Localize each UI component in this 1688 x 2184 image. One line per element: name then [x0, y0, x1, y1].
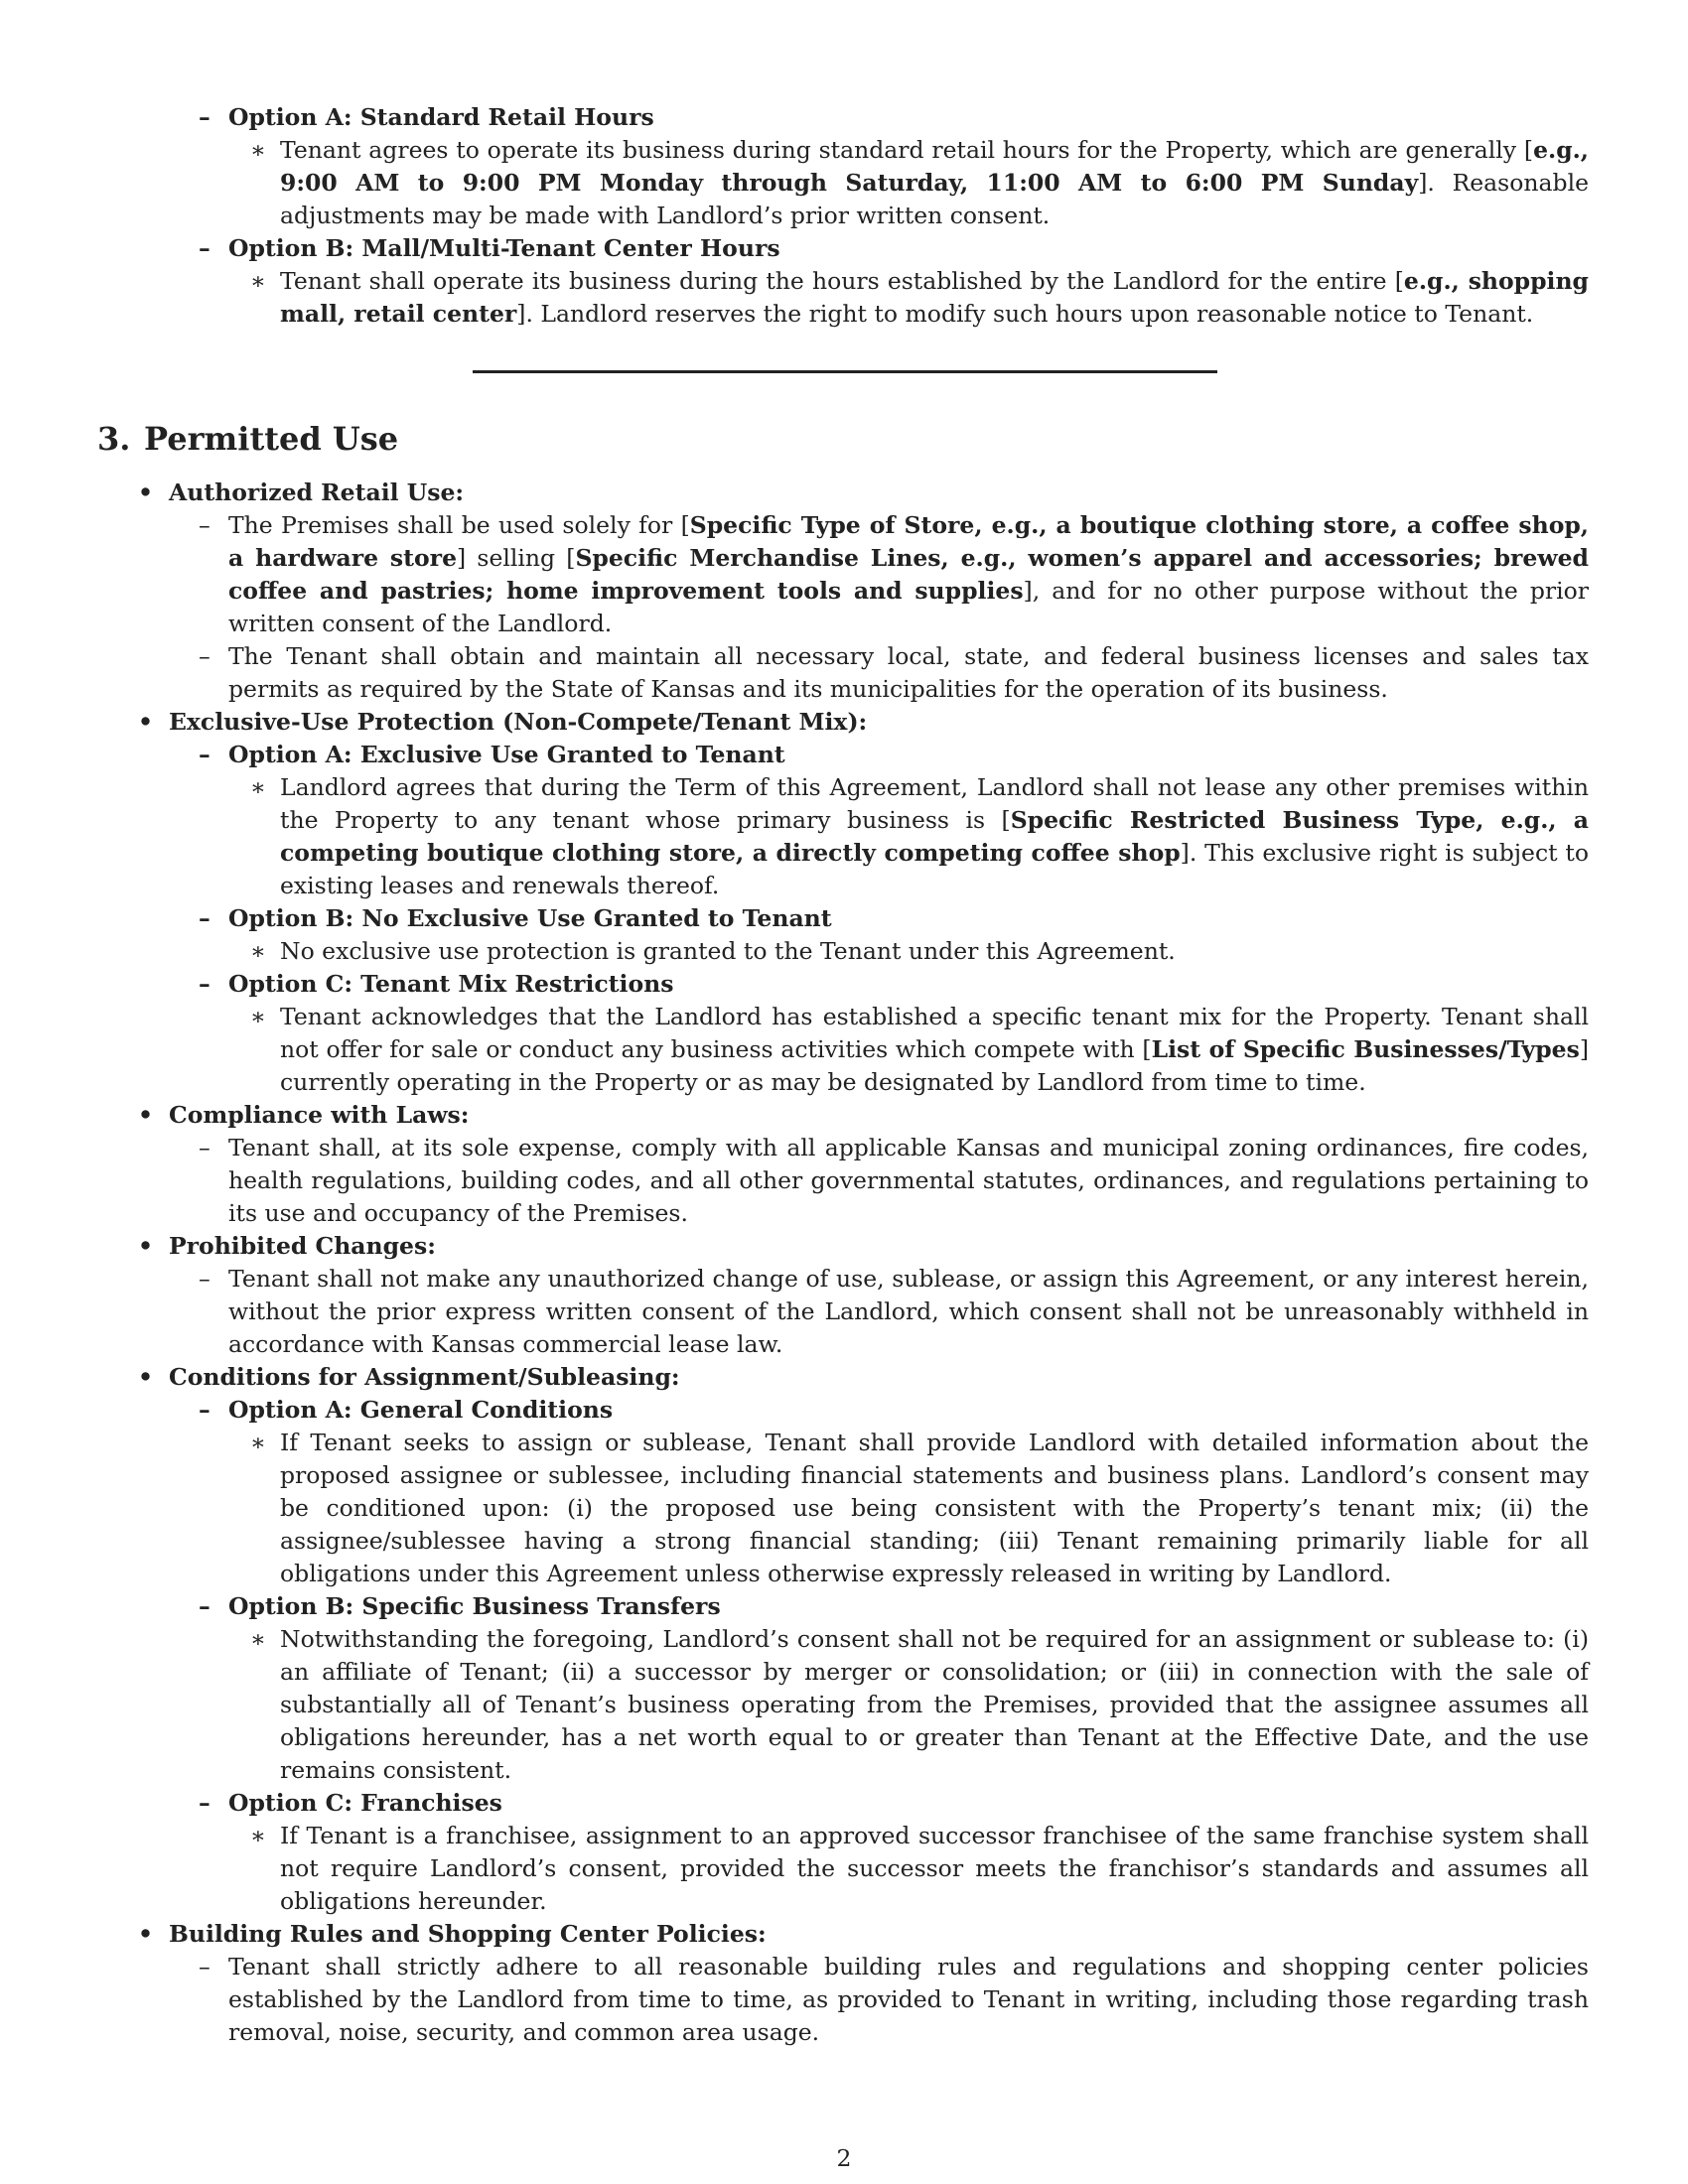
- assignment-option-a-title: – Option A: General Conditions: [228, 1394, 1589, 1427]
- licenses-item: – The Tenant shall obtain and maintain all necessary local, state, and federal business licenses and sales tax permits as required by the State of Kansas and its municipalities for the operation of its business.: [199, 642, 1589, 703]
- dash-marker: –: [199, 1592, 211, 1620]
- assignment-option-a-text: ∗ If Tenant seeks to assign or sublease, Tenant shall provide Landlord with detailed information about the proposed assignee or sublessee, including financial statements and business plans. Landlord’s consent may be conditioned upon: (i) the proposed use being consistent with the Property’s tenant mix; (ii) the assignee/sublessee having a strong financial standing; (iii) Tenant remaining primarily liable for all obligations under this Agreement unless otherwise expressly released in writing by Landlord.: [250, 1429, 1589, 1587]
- exclusive-option-a-text: ∗ Landlord agrees that during the Term of this Agreement, Landlord shall not lease any other premises within the Property to any tenant whose primary business is [Specific Restricted Business Type, e.g., a competing boutique clothing store, a directly competing coffee shop]. This exclusive right is subject to existing leases and renewals thereof.: [250, 773, 1589, 899]
- assignment-option-c-text: ∗ If Tenant is a franchisee, assignment to an approved successor franchisee of the same franchise system shall not require Landlord’s consent, provided the successor meets the franchisor’s standards and assumes all obligations hereunder.: [250, 1822, 1589, 1915]
- exclusive-use-heading: • Exclusive-Use Protection (Non-Compete/Tenant Mix):: [169, 706, 1589, 739]
- bullet-marker: •: [138, 1363, 154, 1391]
- asterisk-marker: ∗: [250, 1625, 266, 1653]
- asterisk-marker: ∗: [250, 1429, 266, 1456]
- dash-marker: –: [199, 1789, 211, 1817]
- dash-marker: –: [199, 904, 211, 932]
- dash-marker: –: [199, 234, 211, 262]
- exclusive-option-c-text: ∗ Tenant acknowledges that the Landlord has established a specific tenant mix for the Property. Tenant shall not offer for sale or conduct any business activities which compete with [List of Specific Businesses/Types] currently operating in the Property or as may be designated by Landlord from time to time.: [250, 1003, 1589, 1096]
- asterisk-marker: ∗: [250, 136, 266, 164]
- exclusive-option-b-title: – Option B: No Exclusive Use Granted to Tenant: [228, 902, 1589, 935]
- building-rules-item: – Tenant shall strictly adhere to all reasonable building rules and regulations and shopping center policies established by the Landlord from time to time, as provided to Tenant in writing, including those regarding trash removal, noise, security, and common area usage.: [199, 1953, 1589, 2046]
- section-title: 3. Permitted Use: [97, 420, 399, 458]
- asterisk-marker: ∗: [250, 1003, 266, 1030]
- assignment-option-b-title: – Option B: Specific Business Transfers: [228, 1590, 1589, 1623]
- assignment-option-b-text: ∗ Notwithstanding the foregoing, Landlord’s consent shall not be required for an assignment or sublease to: (i) an affiliate of Tenant; (ii) a successor by merger or consolidation; or (iii) in connection with the sale of substantially all of Tenant’s business operating from the Premises, provided that the assignee assumes all obligations hereunder, has a net worth equal to or greater than Tenant at the Effective Date, and the use remains consistent.: [250, 1625, 1589, 1784]
- bullet-marker: •: [138, 478, 154, 506]
- dash-marker: –: [199, 511, 211, 539]
- hours-option-b-title: – Option B: Mall/Multi-Tenant Center Hours: [228, 232, 1589, 265]
- bullet-marker: •: [138, 1920, 154, 1948]
- section-divider: [473, 370, 1217, 373]
- bullet-marker: •: [138, 708, 154, 736]
- building-rules-heading: • Building Rules and Shopping Center Policies:: [169, 1918, 1589, 1951]
- authorized-use-item: – The Premises shall be used solely for [Specific Type of Store, e.g., a boutique clothing store, a coffee shop, a hardware store] selling [Specific Merchandise Lines, e.g., women’s apparel and accessories; brewed coffee and pastries; home improvement tools and supplies], and for no other purpose without the prior written consent of the Landlord.: [199, 511, 1589, 637]
- asterisk-marker: ∗: [250, 267, 266, 295]
- asterisk-marker: ∗: [250, 937, 266, 965]
- compliance-item: – Tenant shall, at its sole expense, comply with all applicable Kansas and municipal zoning ordinances, fire codes, health regulations, building codes, and all other governmental statutes, ordinances, and regulations pertaining to its use and occupancy of the Premises.: [199, 1134, 1589, 1227]
- prohibited-heading: • Prohibited Changes:: [169, 1230, 1589, 1263]
- compliance-heading: • Compliance with Laws:: [169, 1099, 1589, 1132]
- assignment-option-c-title: – Option C: Franchises: [228, 1787, 1589, 1820]
- dash-marker: –: [199, 1396, 211, 1424]
- prohibited-item: – Tenant shall not make any unauthorized change of use, sublease, or assign this Agreement, or any interest herein, without the prior express written consent of the Landlord, which consent shall not be unreasonably withheld in accordance with Kansas commercial lease law.: [199, 1265, 1589, 1358]
- hours-option-a-title: – Option A: Standard Retail Hours: [228, 101, 1589, 134]
- dash-marker: –: [199, 103, 211, 131]
- bullet-marker: •: [138, 1232, 154, 1260]
- dash-marker: –: [199, 1265, 211, 1293]
- dash-marker: –: [199, 1953, 211, 1980]
- dash-marker: –: [199, 970, 211, 998]
- exclusive-option-b-text: ∗ No exclusive use protection is granted to the Tenant under this Agreement.: [280, 935, 1589, 968]
- dash-marker: –: [199, 741, 211, 768]
- assignment-heading: • Conditions for Assignment/Subleasing:: [169, 1361, 1589, 1394]
- bullet-marker: •: [138, 1101, 154, 1129]
- asterisk-marker: ∗: [250, 1822, 266, 1849]
- page-number: 2: [836, 2144, 852, 2172]
- authorized-use-heading: • Authorized Retail Use:: [169, 477, 1589, 509]
- asterisk-marker: ∗: [250, 773, 266, 801]
- hours-option-a-text: ∗ Tenant agrees to operate its business during standard retail hours for the Property, which are generally [e.g., 9:00 AM to 9:00 PM Monday through Saturday, 11:00 AM to 6:00 PM Sunday]. Reasonable adjustments may be made with Landlord’s prior written consent.: [250, 136, 1590, 229]
- dash-marker: –: [199, 642, 211, 670]
- dash-marker: –: [199, 1134, 211, 1161]
- exclusive-option-c-title: – Option C: Tenant Mix Restrictions: [228, 968, 1589, 1001]
- exclusive-option-a-title: – Option A: Exclusive Use Granted to Tenant: [228, 739, 1589, 771]
- hours-option-b-text: ∗ Tenant shall operate its business during the hours established by the Landlord for the entire [e.g., shopping mall, retail center]. Landlord reserves the right to modify such hours upon reasonable notice to Tenant.: [250, 267, 1589, 328]
